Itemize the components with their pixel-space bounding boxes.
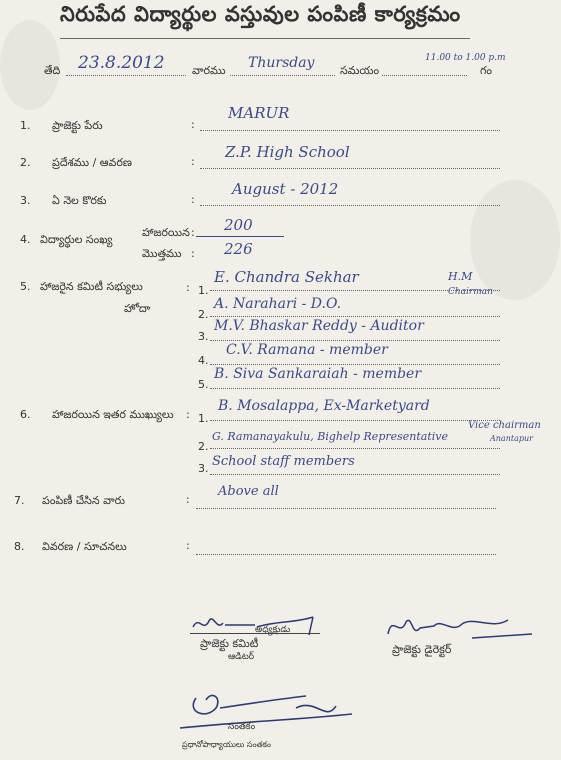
committee-role: అధ్యక్షుడు bbox=[255, 625, 291, 635]
row-label: హాజరైన కమిటీ సభ్యులు bbox=[40, 280, 143, 293]
day-value: Thursday bbox=[248, 55, 315, 71]
row-label: పంపిణీ చేసిన వారు bbox=[42, 494, 125, 507]
day-label: వారము bbox=[192, 64, 226, 77]
project-name-value: MARUR bbox=[228, 104, 290, 122]
committee-member: B. Siva Sankaraiah - member bbox=[214, 366, 422, 382]
row-label: ప్రాజెక్టు పేరు bbox=[52, 119, 103, 132]
date-value: 23.8.2012 bbox=[78, 53, 165, 73]
other-person: B. Mosalappa, Ex-Marketyard bbox=[218, 398, 430, 414]
row-number: 4. bbox=[20, 233, 31, 246]
other-person: School staff members bbox=[212, 454, 355, 469]
time-label: సమయం bbox=[340, 64, 380, 77]
committee-member: C.V. Ramana - member bbox=[226, 342, 388, 358]
committee-sign-label: ప్రాజెక్టు కమిటీ bbox=[200, 637, 259, 650]
row-label: ఏ నెల కొరకు bbox=[52, 194, 107, 207]
month-value: August - 2012 bbox=[232, 180, 339, 198]
committee-member: M.V. Bhaskar Reddy - Auditor bbox=[214, 318, 424, 334]
row-number: 6. bbox=[20, 408, 31, 421]
designation-label: హోదా bbox=[124, 302, 151, 315]
director-signature bbox=[382, 608, 542, 648]
committee-member: A. Narahari - D.O. bbox=[214, 296, 342, 312]
director-label: ప్రాజెక్టు డైరెక్టర్ bbox=[392, 643, 452, 656]
row-number: 3. bbox=[20, 194, 31, 207]
title-underline bbox=[60, 38, 470, 39]
total-label: మొత్తము bbox=[142, 247, 182, 260]
other-note: Anantapur bbox=[490, 434, 533, 443]
distributed-by-value: Above all bbox=[218, 484, 279, 499]
attended-value: 200 bbox=[224, 216, 253, 234]
row-number: 5. bbox=[20, 280, 31, 293]
time-suffix: గం bbox=[480, 64, 492, 77]
row-label: వివరణ / సూచనలు bbox=[42, 540, 127, 553]
total-value: 226 bbox=[224, 240, 253, 258]
row-number: 8. bbox=[14, 540, 25, 553]
row-label: విద్యార్థుల సంఖ్య bbox=[40, 233, 113, 246]
row-number: 7. bbox=[14, 494, 25, 507]
time-value: 11.00 to 1.00 p.m bbox=[425, 53, 506, 63]
other-note: Vice chairman bbox=[468, 420, 541, 431]
committee-member: E. Chandra Sekhar bbox=[214, 268, 359, 286]
page-title: నిరుపేద విద్యార్థుల వస్తువుల పంపిణీ కార్యక్రమం bbox=[60, 2, 461, 26]
row-label: హాజరయిన ఇతర ముఖ్యులు bbox=[52, 408, 174, 421]
row-label: ప్రదేశము / ఆవరణ bbox=[52, 156, 132, 169]
other-person: G. Ramanayakulu, Bighelp Representative bbox=[212, 430, 449, 443]
date-label: తేది bbox=[44, 64, 61, 77]
row-number: 2. bbox=[20, 156, 31, 169]
committee-role-2: Chairman bbox=[448, 287, 493, 297]
hm-signature bbox=[176, 678, 356, 736]
committee-role: H.M bbox=[448, 270, 473, 283]
location-value: Z.P. High School bbox=[225, 143, 350, 161]
row-number: 1. bbox=[20, 119, 31, 132]
committee-sub-label: ఆడిటర్ bbox=[228, 652, 255, 662]
attended-label: హాజరయిన bbox=[142, 226, 190, 239]
bottom-sign-label: సంతకం bbox=[228, 722, 256, 732]
bottom-sub-label: ప్రధానోపాధ్యాయులు సంతకం bbox=[182, 740, 271, 749]
